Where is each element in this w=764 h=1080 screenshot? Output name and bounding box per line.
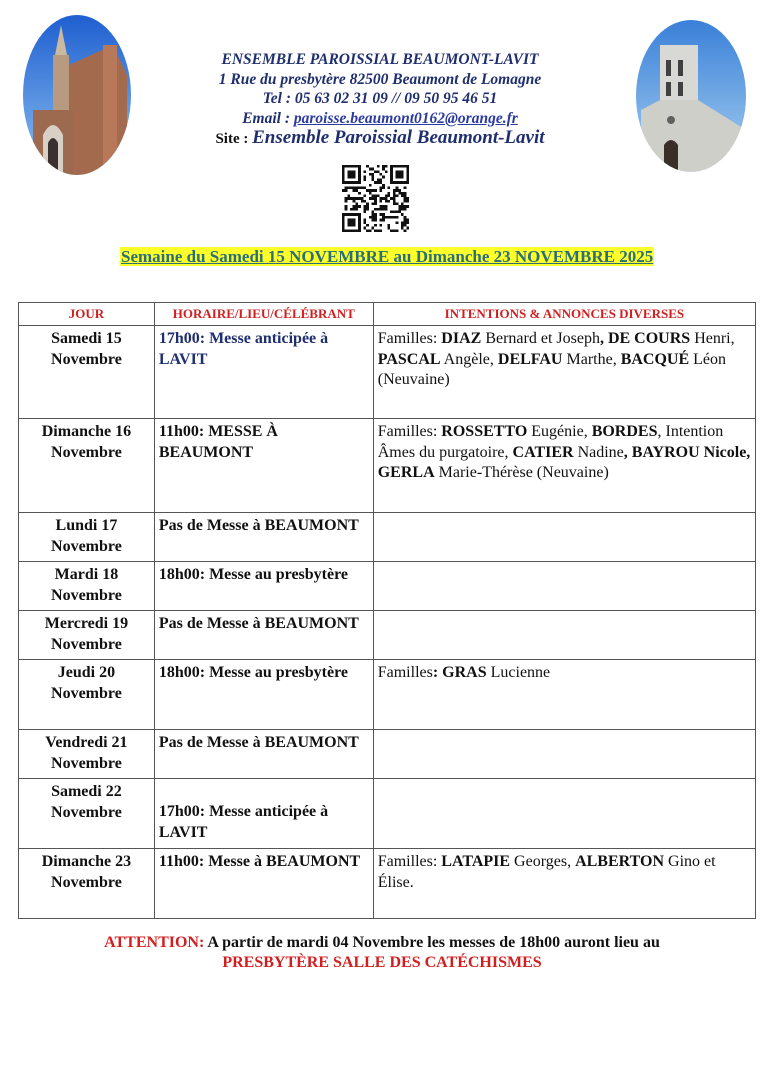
table-row bbox=[19, 779, 756, 849]
header-jour: JOUR bbox=[19, 303, 155, 326]
table-row bbox=[19, 730, 756, 779]
day-month: Novembre bbox=[51, 873, 122, 891]
intention-text: , Intention Âmes du purgatoire, bbox=[377, 423, 724, 461]
day-month: Novembre bbox=[51, 754, 122, 772]
schedule-text: Pas de Messe à BEAUMONT bbox=[158, 615, 359, 632]
parish-header bbox=[180, 50, 580, 150]
day-name: Jeudi 20 bbox=[57, 664, 116, 681]
intentions-cell bbox=[373, 849, 755, 919]
schedule-cell bbox=[154, 326, 373, 419]
day-name: Samedi 15 bbox=[51, 330, 122, 347]
day-month: Novembre bbox=[51, 635, 122, 653]
intentions-cell bbox=[373, 562, 755, 611]
day-month: Novembre bbox=[51, 537, 122, 555]
site-label: Site bbox=[215, 131, 240, 147]
qr-code bbox=[342, 165, 409, 232]
schedule-table bbox=[18, 302, 756, 919]
intention-text: Familles: bbox=[377, 853, 442, 870]
table-row bbox=[19, 419, 756, 513]
attention-notice bbox=[0, 933, 764, 973]
header-horaire: HORAIRE/LIEU/CÉLÉBRANT bbox=[154, 303, 373, 326]
day-cell bbox=[19, 849, 155, 919]
day-cell bbox=[19, 730, 155, 779]
schedule-cell bbox=[154, 562, 373, 611]
day-cell bbox=[19, 419, 155, 513]
attention-text: A partir de mardi 04 Novembre les messes de 18h00 auront lieu au bbox=[204, 934, 660, 951]
schedule-cell bbox=[154, 611, 373, 660]
day-month: Novembre bbox=[51, 684, 122, 702]
header-intentions: INTENTIONS & ANNONCES DIVERSES bbox=[373, 303, 755, 326]
intention-text: Georges, bbox=[510, 853, 576, 870]
church-lavit-photo bbox=[636, 20, 746, 172]
schedule-cell bbox=[154, 779, 373, 849]
schedule-cell bbox=[154, 419, 373, 513]
intention-text: Bernard et Joseph bbox=[481, 330, 600, 347]
intention-text: Familles: bbox=[377, 423, 442, 440]
intentions-cell bbox=[373, 326, 755, 419]
schedule-cell bbox=[154, 513, 373, 562]
intentions-cell bbox=[373, 513, 755, 562]
family-name: ROSSETTO bbox=[441, 423, 528, 440]
attention-location: PRESBYTÈRE SALLE DES CATÉCHISMES bbox=[222, 954, 542, 971]
family-name: , BAYROU Nicole, GERLA bbox=[377, 443, 751, 481]
intentions-cell bbox=[373, 419, 755, 513]
intention-text: Nadine bbox=[573, 443, 624, 461]
day-month: Novembre bbox=[51, 443, 122, 461]
intention-text: Léon (Neuvaine) bbox=[377, 350, 727, 388]
family-name: , DE COURS bbox=[599, 330, 691, 347]
day-name: Mardi 18 bbox=[54, 566, 119, 583]
family-name: : GRAS bbox=[432, 664, 487, 681]
email-label: Email : bbox=[242, 109, 294, 127]
intention-text: Familles: bbox=[377, 330, 442, 347]
phone: Tel : 05 63 02 31 09 // 09 50 95 46 51 bbox=[262, 90, 498, 107]
site-line bbox=[180, 128, 580, 150]
family-name: PASCAL bbox=[377, 350, 441, 368]
schedule-cell bbox=[154, 660, 373, 730]
schedule-text: 18h00: Messe au presbytère bbox=[158, 566, 349, 583]
day-month: Novembre bbox=[51, 803, 122, 821]
intention-text: Eugénie, bbox=[527, 423, 592, 440]
intention-text: Marthe, bbox=[562, 350, 621, 368]
site-name-link[interactable]: Ensemble Paroissial Beaumont-Lavit bbox=[252, 127, 545, 148]
family-name: BACQUÉ bbox=[620, 350, 690, 368]
week-title: Semaine du Samedi 15 NOVEMBRE au Dimanche 23 NOVEMBRE 2025 bbox=[121, 247, 654, 266]
day-month: Novembre bbox=[51, 586, 122, 604]
attention-label: ATTENTION: bbox=[104, 934, 205, 951]
intentions-cell bbox=[373, 611, 755, 660]
day-month: Novembre bbox=[51, 350, 122, 368]
day-name: Lundi 17 bbox=[55, 517, 118, 534]
schedule-cell bbox=[154, 849, 373, 919]
table-row bbox=[19, 611, 756, 660]
family-name: ALBERTON bbox=[575, 853, 665, 870]
table-header-row bbox=[19, 303, 756, 326]
table-row bbox=[19, 660, 756, 730]
day-name: Mercredi 19 bbox=[44, 615, 129, 632]
table-row bbox=[19, 849, 756, 919]
day-name: Dimanche 16 bbox=[41, 423, 132, 440]
day-cell bbox=[19, 326, 155, 419]
schedule-text: 17h00: Messe anticipée à LAVIT bbox=[158, 330, 329, 368]
day-cell bbox=[19, 779, 155, 849]
schedule-text: 11h00: MESSE À BEAUMONT bbox=[158, 423, 278, 461]
intentions-cell bbox=[373, 779, 755, 849]
day-cell bbox=[19, 611, 155, 660]
email-link[interactable]: paroisse.beaumont0162@orange.fr bbox=[293, 109, 518, 127]
table-row bbox=[19, 513, 756, 562]
intention-text: Angèle, bbox=[440, 350, 498, 368]
family-name: LATAPIE bbox=[441, 853, 511, 870]
email-line bbox=[180, 109, 580, 129]
intention-text: Marie-Thérèse (Neuvaine) bbox=[434, 464, 609, 481]
day-cell bbox=[19, 562, 155, 611]
schedule-text: 11h00: Messe à BEAUMONT bbox=[158, 853, 361, 870]
intention-text: Henri, bbox=[690, 330, 735, 347]
day-name: Dimanche 23 bbox=[41, 853, 132, 870]
family-name: DELFAU bbox=[497, 350, 563, 368]
schedule-cell bbox=[154, 730, 373, 779]
day-cell bbox=[19, 660, 155, 730]
intention-text: Lucienne bbox=[486, 664, 551, 681]
family-name: DIAZ bbox=[441, 330, 482, 347]
intention-text: Familles bbox=[377, 664, 433, 681]
intention-text: Gino et Élise. bbox=[377, 853, 716, 891]
org-name: ENSEMBLE PAROISSIAL BEAUMONT-LAVIT bbox=[221, 51, 539, 68]
schedule-text: 18h00: Messe au presbytère bbox=[158, 664, 349, 681]
intentions-cell bbox=[373, 660, 755, 730]
day-name: Vendredi 21 bbox=[45, 734, 128, 751]
table-row bbox=[19, 326, 756, 419]
family-name: BORDES bbox=[591, 423, 658, 440]
schedule-text: Pas de Messe à BEAUMONT bbox=[158, 734, 359, 751]
schedule-text: Pas de Messe à BEAUMONT bbox=[158, 517, 359, 534]
intentions-cell bbox=[373, 730, 755, 779]
family-name: CATIER bbox=[512, 443, 574, 461]
church-beaumont-photo bbox=[23, 15, 131, 175]
table-row bbox=[19, 562, 756, 611]
day-cell bbox=[19, 513, 155, 562]
address: 1 Rue du presbytère 82500 Beaumont de Lomagne bbox=[218, 70, 542, 88]
day-name: Samedi 22 bbox=[51, 783, 122, 800]
schedule-text: 17h00: Messe anticipée à LAVIT bbox=[158, 803, 329, 841]
site-sep: : bbox=[239, 131, 253, 147]
